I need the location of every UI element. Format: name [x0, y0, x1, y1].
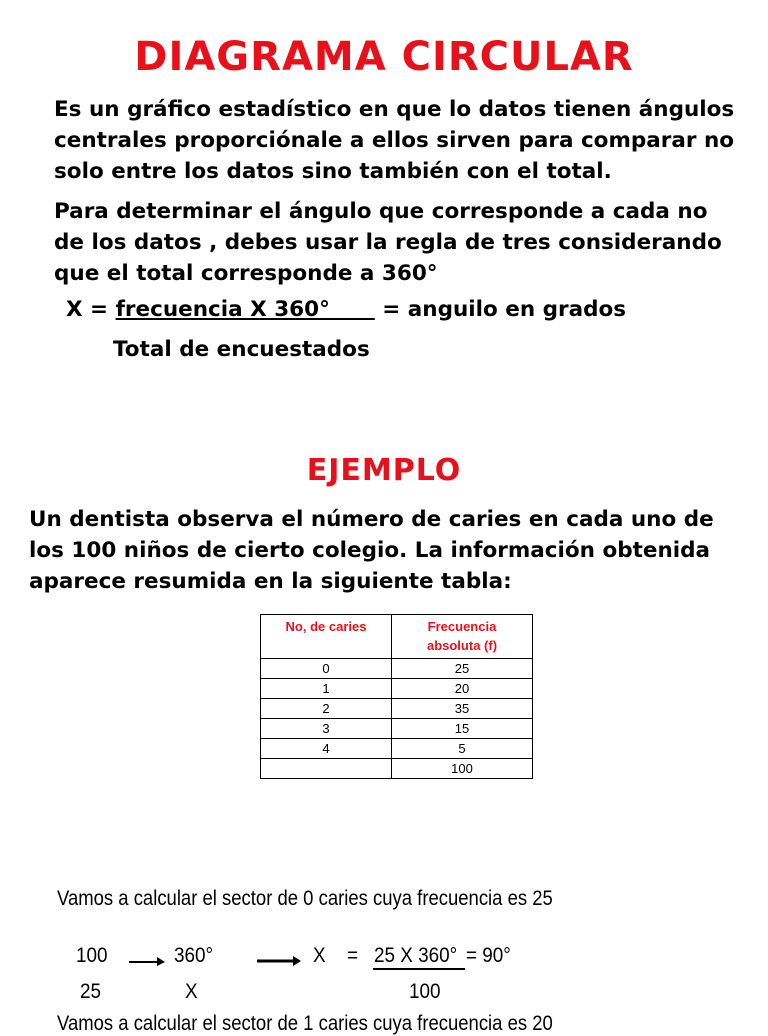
- instruction-line: de los datos , debes usar la regla de tres considerando: [54, 230, 722, 255]
- header-frequency-line: absoluta (f): [426, 638, 498, 653]
- header-frequency-line: Frecuencia: [427, 619, 497, 634]
- formula-denominator: Total de encuestados: [113, 337, 370, 362]
- caries-cell: 4: [261, 739, 392, 759]
- rule-a-bottom: 25: [80, 980, 102, 1003]
- definition-paragraph: [54, 94, 754, 187]
- calculation-intro-0: Vamos a calcular el sector de 0 caries cuya frecuencia es 25: [57, 887, 553, 910]
- formula-rhs: = anguilo en grados: [382, 297, 627, 322]
- fraction-bar: [373, 968, 465, 970]
- frequency-cell: 15: [392, 719, 533, 739]
- definition-line: Es un gráfico estadístico en que lo datos tienen ángulos: [54, 97, 735, 122]
- caries-cell: 0: [261, 659, 392, 679]
- caries-cell: 1: [261, 679, 392, 699]
- definition-line: centrales proporciónale a ellos sirven para comparar no: [54, 128, 735, 153]
- formula-numerator: frecuencia X 360°: [115, 297, 375, 322]
- fraction-result: = 90°: [466, 944, 511, 967]
- arrow-right-icon: [256, 955, 302, 967]
- example-line: Un dentista observa el número de caries en cada uno de: [29, 507, 714, 532]
- frequency-total-cell: 100: [392, 759, 533, 779]
- table-row: [261, 699, 533, 719]
- formula: [66, 297, 626, 322]
- page-title: DIAGRAMA CIRCULAR: [134, 34, 634, 80]
- caries-cell: [261, 759, 392, 779]
- frequency-cell: 5: [392, 739, 533, 759]
- calculation-intro-1: Vamos a calcular el sector de 1 caries cuya frecuencia es 20: [57, 1012, 553, 1035]
- arrow-right-icon: [128, 955, 166, 967]
- caries-cell: 3: [261, 719, 392, 739]
- instruction-line: que el total corresponde a 360°: [54, 261, 438, 286]
- instruction-line: Para determinar el ángulo que corresponde a cada no: [54, 199, 708, 224]
- caries-cell: 2: [261, 699, 392, 719]
- table-row: [261, 719, 533, 739]
- example-line: los 100 niños de cierto colegio. La información obtenida: [29, 538, 711, 563]
- rule-equals: =: [347, 944, 359, 967]
- rule-a-top: 100: [76, 944, 108, 967]
- table-header-row: [261, 615, 533, 659]
- table-row: [261, 679, 533, 699]
- definition-line: solo entre los datos sino también con el total.: [54, 159, 612, 184]
- frequency-cell: 25: [392, 659, 533, 679]
- header-frequency: [392, 615, 533, 659]
- example-line: aparece resumida en la siguiente tabla:: [29, 569, 512, 594]
- rule-x-label: X: [313, 944, 326, 967]
- header-caries: No, de caries: [261, 615, 392, 659]
- formula-lhs: X =: [66, 297, 109, 322]
- table-row: [261, 739, 533, 759]
- rule-b-bottom: X: [185, 980, 198, 1003]
- instruction-paragraph: [54, 196, 754, 289]
- example-heading: EJEMPLO: [306, 453, 462, 488]
- fraction-numerator: 25 X 360°: [374, 944, 458, 967]
- frequency-table: [260, 614, 533, 779]
- rule-b-top: 360°: [174, 944, 214, 967]
- frequency-cell: 20: [392, 679, 533, 699]
- fraction-denominator: 100: [409, 980, 441, 1003]
- table-row: [261, 659, 533, 679]
- frequency-cell: 35: [392, 699, 533, 719]
- table-total-row: [261, 759, 533, 779]
- example-paragraph: [29, 504, 749, 597]
